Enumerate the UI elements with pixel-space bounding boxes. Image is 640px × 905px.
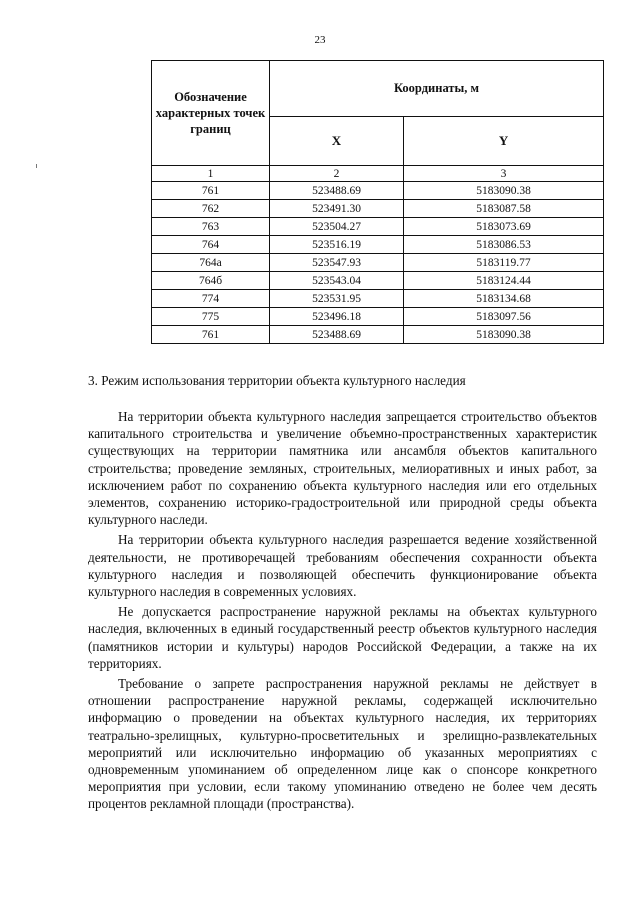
section-heading: 3. Режим использования территории объекта культурного наследия	[88, 373, 466, 388]
coordinates-table	[151, 60, 604, 344]
y-cell: 5183090.38	[404, 182, 604, 200]
paragraph: На территории объекта культурного наследия разрешается ведение хозяйственной деятельности, не противоречащей требованиям обеспечения сохранности объекта культурного наследия и позволяющей обеспечить функционирование объекта культурного наследия в современных условиях.	[88, 532, 597, 600]
point-cell: 774	[152, 290, 270, 308]
x-cell: 523488.69	[270, 326, 404, 344]
x-cell: 523496.18	[270, 308, 404, 326]
table-row	[152, 218, 604, 236]
table-row	[152, 326, 604, 344]
table-row	[152, 254, 604, 272]
point-cell: 764	[152, 236, 270, 254]
table-row	[152, 272, 604, 290]
table-row	[152, 290, 604, 308]
x-cell: 523504.27	[270, 218, 404, 236]
header-coordinates: Координаты, м	[270, 61, 604, 117]
point-cell: 761	[152, 326, 270, 344]
x-cell: 523531.95	[270, 290, 404, 308]
point-cell: 762	[152, 200, 270, 218]
column-number: 3	[404, 166, 604, 182]
paragraph: На территории объекта культурного наследия запрещается строительство объектов капитального строительства и увеличение объемно-пространственных характеристик существующих на территории памятника или ансамбля объектов капитального строительства; проведение земляных, строительных, мелиоративных и иных работ, за исключением работ по сохранению объекта культурного наследия или его отдельных элементов, сохранению историко-градостроительной или природной среды объекта культурного наследи.	[88, 409, 597, 528]
x-cell: 523547.93	[270, 254, 404, 272]
x-cell: 523491.30	[270, 200, 404, 218]
point-cell: 761	[152, 182, 270, 200]
point-cell: 764а	[152, 254, 270, 272]
column-number: 2	[270, 166, 404, 182]
paragraph: Требование о запрете распространения наружной рекламы не действует в отношении распространение наружной рекламы, содержащей исключительно информацию о проведении на объектах культурного наследия, их территориях театрально-зрелищных, культурно-просветительных и зрелищно-развлекательных мероприятий или исключительно информацию об указанных мероприятиях с одновременным упоминанием об определенном лице как о спонсоре конкретного мероприятия при условии, если такому упоминанию отведено не более чем десять процентов рекламной площади (пространства).	[88, 676, 597, 812]
table-row	[152, 182, 604, 200]
point-cell: 763	[152, 218, 270, 236]
x-cell: 523488.69	[270, 182, 404, 200]
y-cell: 5183090.38	[404, 326, 604, 344]
header-y: Y	[404, 117, 604, 166]
y-cell: 5183134.68	[404, 290, 604, 308]
body-text	[88, 408, 597, 816]
table-row	[152, 236, 604, 254]
point-cell: 764б	[152, 272, 270, 290]
table-row	[152, 200, 604, 218]
page-number: 23	[314, 34, 326, 46]
column-number-row	[152, 166, 604, 182]
table-row	[152, 308, 604, 326]
y-cell: 5183097.56	[404, 308, 604, 326]
y-cell: 5183119.77	[404, 254, 604, 272]
point-cell: 775	[152, 308, 270, 326]
paragraph: Не допускается распространение наружной рекламы на объектах культурного наследия, включенных в единый государственный реестр объектов культурного наследия (памятников истории и культуры) народов Российской Федерации, а также на их территориях.	[88, 604, 597, 671]
y-cell: 5183073.69	[404, 218, 604, 236]
margin-mark	[36, 164, 37, 168]
header-point-name: Обозначение характерных точек границ	[152, 61, 270, 166]
x-cell: 523543.04	[270, 272, 404, 290]
y-cell: 5183124.44	[404, 272, 604, 290]
x-cell: 523516.19	[270, 236, 404, 254]
y-cell: 5183086.53	[404, 236, 604, 254]
y-cell: 5183087.58	[404, 200, 604, 218]
header-x: X	[270, 117, 404, 166]
column-number: 1	[152, 166, 270, 182]
